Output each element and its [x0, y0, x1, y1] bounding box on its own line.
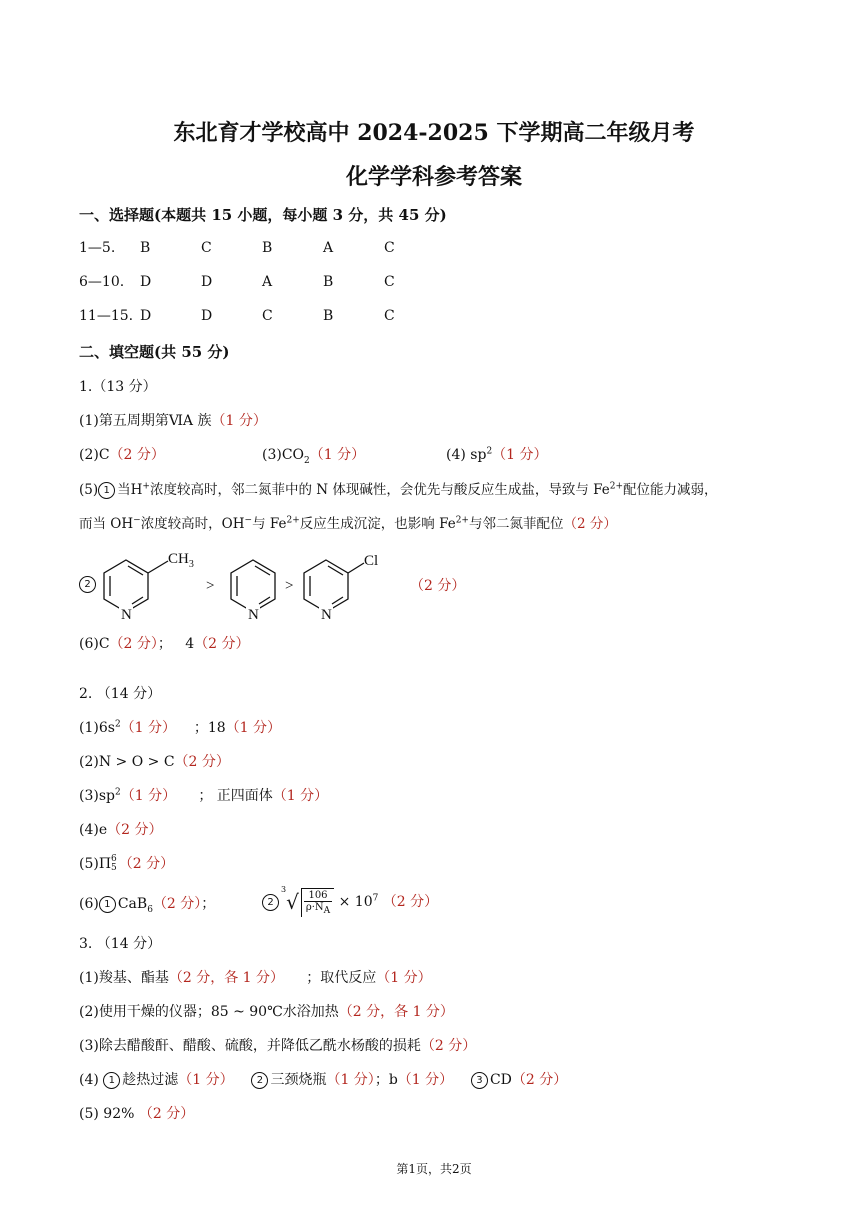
gt-sign-1: > — [206, 578, 215, 594]
mc-answer: C — [201, 240, 212, 256]
q1-part1: (1)第五周期第ⅥA 族（1 分） — [79, 413, 267, 429]
n-atom-label-3: N — [321, 607, 332, 623]
circled-number-2: 2 — [251, 1072, 268, 1089]
q2-part6a: (6) 1 CaB$_6$（2 分）； — [79, 896, 216, 915]
q3-part5: (5) 92% （2 分） — [79, 1106, 195, 1122]
q1-part4: (4) $sp^2(1$ 分） — [446, 446, 548, 463]
mc-answer: B — [262, 240, 273, 256]
ch3-label: $CH_3$ — [168, 551, 194, 570]
mc-answer: C — [384, 274, 395, 290]
q2-part1: $(1)6s^2(1$ 分） ；18（1 分） — [79, 719, 282, 736]
circled-number-3: 3 — [471, 1072, 488, 1089]
q2-part3: $(3)sp^2(1$ 分） ； 正四面体（1 分） — [79, 787, 329, 804]
circled-number-1: 1 — [98, 482, 115, 499]
mc-row-label: 6—10. — [79, 274, 125, 290]
q2-part6b: $2^3√$ $\frac{106}{\rho\cdot N_A}$ × $10^7$ （2 分） — [262, 885, 438, 917]
q1-part5-line2: 而当 OH−浓度较高时，OH−与 $Fe^{2+}$反应生成沉淀，也影响 $Fe^{2+}$与邻二氮菲配位（2 分） — [79, 515, 617, 532]
q2-part4: (4)e（2 分） — [79, 822, 163, 838]
gt-sign-2: > — [285, 578, 294, 594]
circled-number-1: 1 — [103, 1072, 120, 1089]
q3-part3: (3)除去醋酸酐、醋酸、硫酸，并降低乙酰水杨酸的损耗（2 分） — [79, 1038, 477, 1054]
mc-answer: D — [201, 274, 213, 290]
chloropyridine-ring — [304, 560, 364, 612]
n-atom-label-1: N — [121, 607, 132, 623]
page-footer: 第1页，共2页 — [396, 1162, 472, 1176]
q2-part5: (5)Π 6 5 （2 分） — [79, 854, 175, 873]
section-1-heading: 一、选择题(本题共 15 小题，每小题 3 分，共 45 分) — [79, 206, 447, 224]
q2-heading: 2. （14 分） — [79, 686, 162, 702]
q1-heading: 1.（13 分） — [79, 379, 157, 395]
mc-answer: B — [323, 274, 334, 290]
mc-answer: D — [140, 308, 152, 324]
page-subtitle: 化学学科参考答案 — [345, 164, 522, 190]
fraction: $\frac{106}{\rho\cdot N_A}$ — [305, 889, 331, 916]
q1-part5-line1: (5) 1 当H+浓度较高时，邻二氮菲中的 N 体现碱性，会优先与酸反应生成盐，导致与 $Fe^{2+}$配位能力减弱， — [79, 481, 718, 498]
pyridine-ring — [231, 560, 275, 612]
mc-answer: D — [140, 274, 152, 290]
pyridine-structures-figure — [96, 546, 406, 626]
page-title: 东北育才学校高中 2024-2025 下学期高二年级月考 — [173, 120, 695, 146]
q3-heading: 3. （14 分） — [79, 936, 162, 952]
mc-answer: A — [323, 240, 334, 256]
mc-answer: B — [323, 308, 334, 324]
section-2-heading: 二、填空题(共 55 分) — [79, 343, 230, 361]
q1-part5-2-score: （2 分） — [410, 578, 466, 594]
methylpyridine-ring — [104, 560, 168, 612]
n-atom-label-2: N — [248, 607, 259, 623]
q1-part6: (6)C（2 分）； 4（2 分） — [79, 636, 250, 652]
mc-row-label: 1—5. — [79, 240, 116, 256]
q3-part2: (2)使用干燥的仪器；85 ~ 90℃水浴加热（2 分，各 1 分） — [79, 1004, 454, 1020]
mc-answer: C — [262, 308, 273, 324]
mc-answer: C — [384, 240, 395, 256]
circled-number-2: 2 — [79, 576, 96, 593]
q1-part2: (2)C（2 分） — [79, 447, 165, 463]
cl-label: Cl — [364, 553, 379, 569]
q1-part3: $(3)CO_2(1$ 分） — [262, 447, 366, 466]
mc-answer: D — [201, 308, 213, 324]
mc-answer: B — [140, 240, 151, 256]
mc-answer: C — [384, 308, 395, 324]
mc-row-label: 11—15. — [79, 308, 134, 324]
q3-part4: (4) 1 趁热过滤（1 分） 2 三颈烧瓶（1 分）；b（1 分） 3 CD（2 分） — [79, 1072, 568, 1088]
q2-part2: (2)N > O > C（2 分） — [79, 754, 230, 770]
q3-part1: (1)羧基、酯基（2 分，各 1 分） ；取代反应（1 分） — [79, 970, 432, 986]
circled-number-2: 2 — [262, 894, 279, 911]
mc-answer: A — [262, 274, 273, 290]
circled-number-1: 1 — [99, 896, 116, 913]
